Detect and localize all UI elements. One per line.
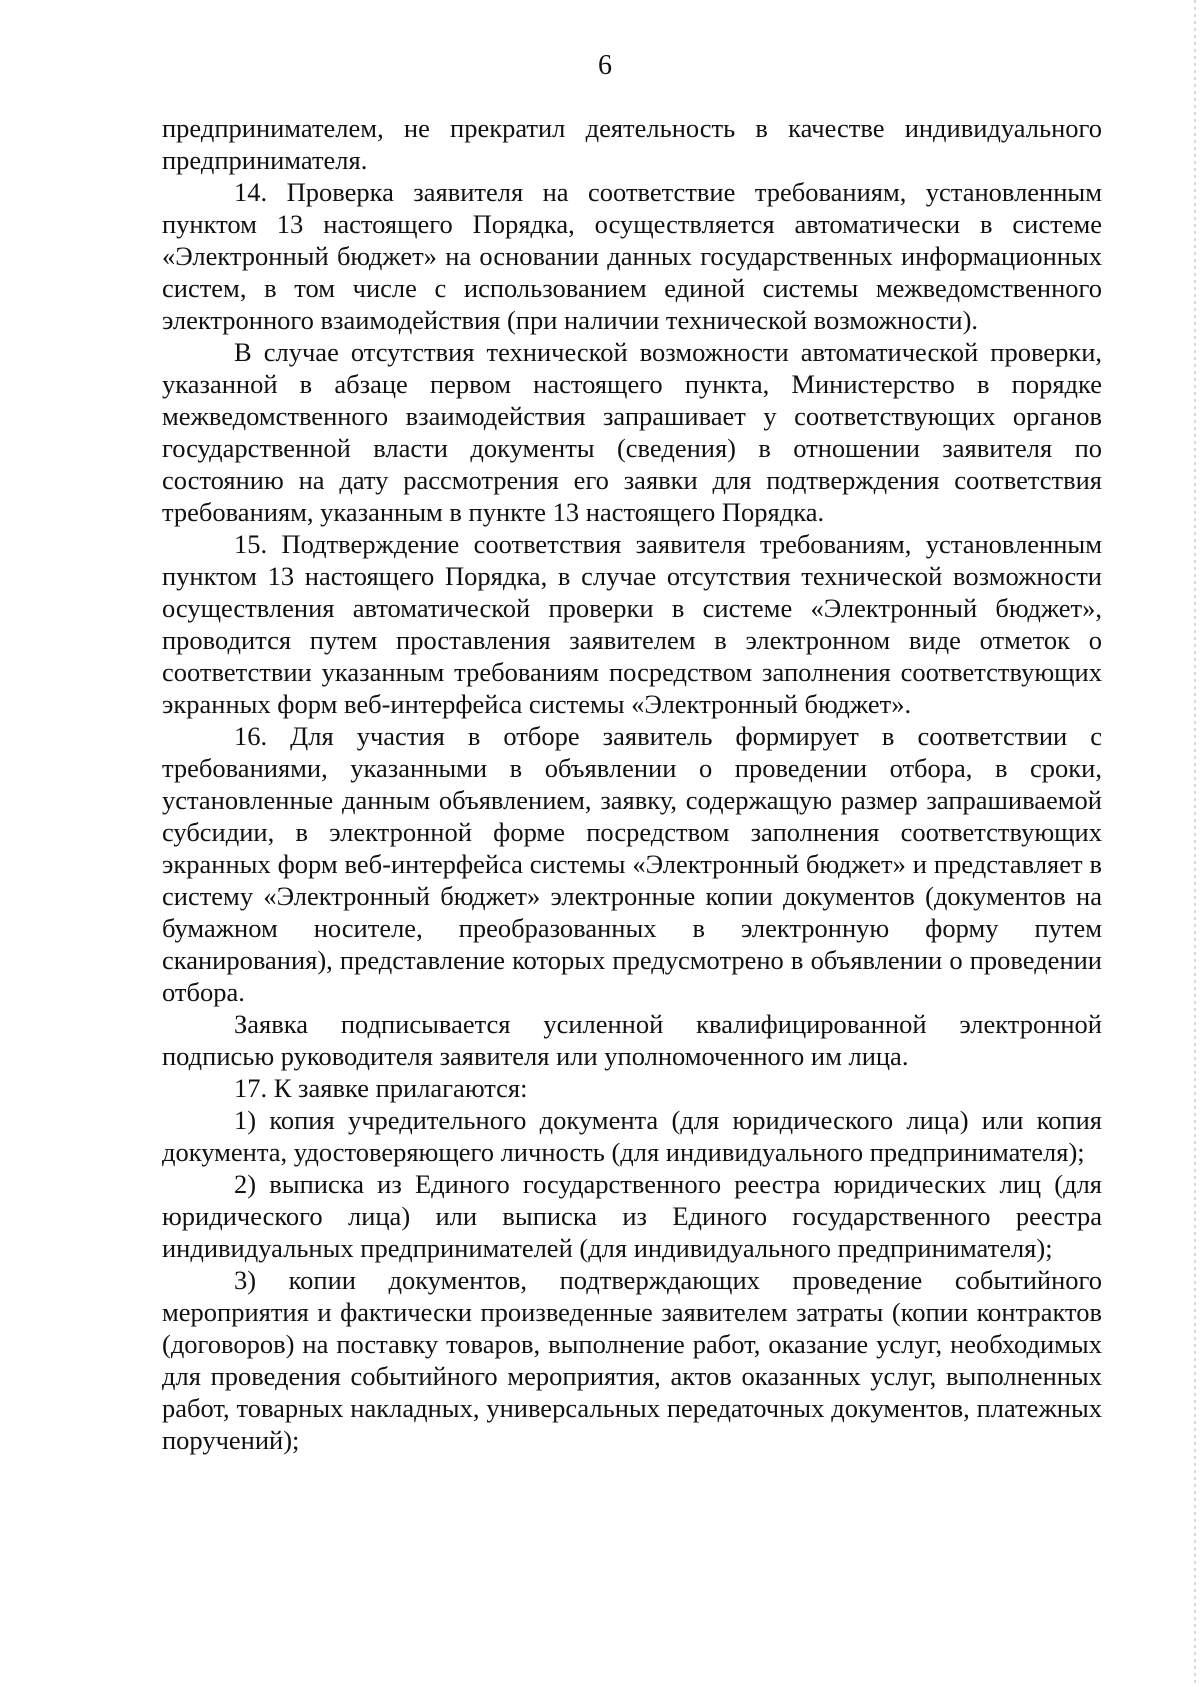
paragraph-continuation: предпринимателем, не прекратил деятельность в качестве индивидуального предпринимателя. bbox=[162, 113, 1102, 175]
list-item-3: 3) копии документов, подтверждающих проведение событийного мероприятия и фактически произведенные заявителем затраты (копии контрактов (договоров) на поставку товаров, выполнение работ, оказание услуг, необходимых для проведения событийного мероприятия, актов оказанных услуг, выполненных работ, товарных накладных, универсальных передаточных документов, платежных поручений); bbox=[162, 1265, 1102, 1455]
paragraph-item-14: 14. Проверка заявителя на соответствие требованиям, установленным пунктом 13 настоящего Порядка, осуществляется автоматически в системе «Электронный бюджет» на основании данных государственных информационных систем, в том числе с использованием единой системы межведомственного электронного взаимодействия (при наличии технической возможности). bbox=[162, 177, 1102, 335]
paragraph-item-16: 16. Для участия в отборе заявитель формирует в соответствии с требованиями, указанными в объявлении о проведении отбора, в сроки, установленные данным объявлением, заявку, содержащую размер запрашиваемой субсидии, в электронной форме посредством заполнения соответствующих экранных форм веб-интерфейса системы «Электронный бюджет» и представляет в систему «Электронный бюджет» электронные копии документов (документов на бумажном носителе, преобразованных в электронную форму путем сканирования), представление которых предусмотрено в объявлении о проведении отбора. bbox=[162, 721, 1102, 1007]
page-number: 6 bbox=[598, 50, 612, 81]
list-item-1: 1) копия учредительного документа (для юридического лица) или копия документа, удостоверяющего личность (для индивидуального предпринимателя); bbox=[162, 1105, 1102, 1167]
list-item-2: 2) выписка из Единого государственного реестра юридических лиц (для юридического лица) или выписка из Единого государственного реестра индивидуальных предпринимателей (для индивидуального предпринимателя); bbox=[162, 1169, 1102, 1263]
paragraph-item-16-signature: Заявка подписывается усиленной квалифицированной электронной подписью руководителя заявителя или уполномоченного им лица. bbox=[162, 1009, 1102, 1071]
paragraph-item-17: 17. К заявке прилагаются: bbox=[234, 1073, 528, 1103]
paragraph-item-14-second: В случае отсутствия технической возможности автоматической проверки, указанной в абзаце первом настоящего пункта, Министерство в порядке межведомственного взаимодействия запрашивает у соответствующих органов государственной власти документы (сведения) в отношении заявителя по состоянию на дату рассмотрения его заявки для подтверждения соответствия требованиям, указанным в пункте 13 настоящего Порядка. bbox=[162, 337, 1102, 527]
scan-edge-artifact bbox=[1194, 0, 1196, 1686]
paragraph-item-15: 15. Подтверждение соответствия заявителя требованиям, установленным пунктом 13 настоящего Порядка, в случае отсутствия технической возможности осуществления автоматической проверки в системе «Электронный бюджет», проводится путем проставления заявителем в электронном виде отметок о соответствии указанным требованиям посредством заполнения соответствующих экранных форм веб-интерфейса системы «Электронный бюджет». bbox=[162, 529, 1102, 719]
document-body bbox=[162, 112, 1102, 1456]
